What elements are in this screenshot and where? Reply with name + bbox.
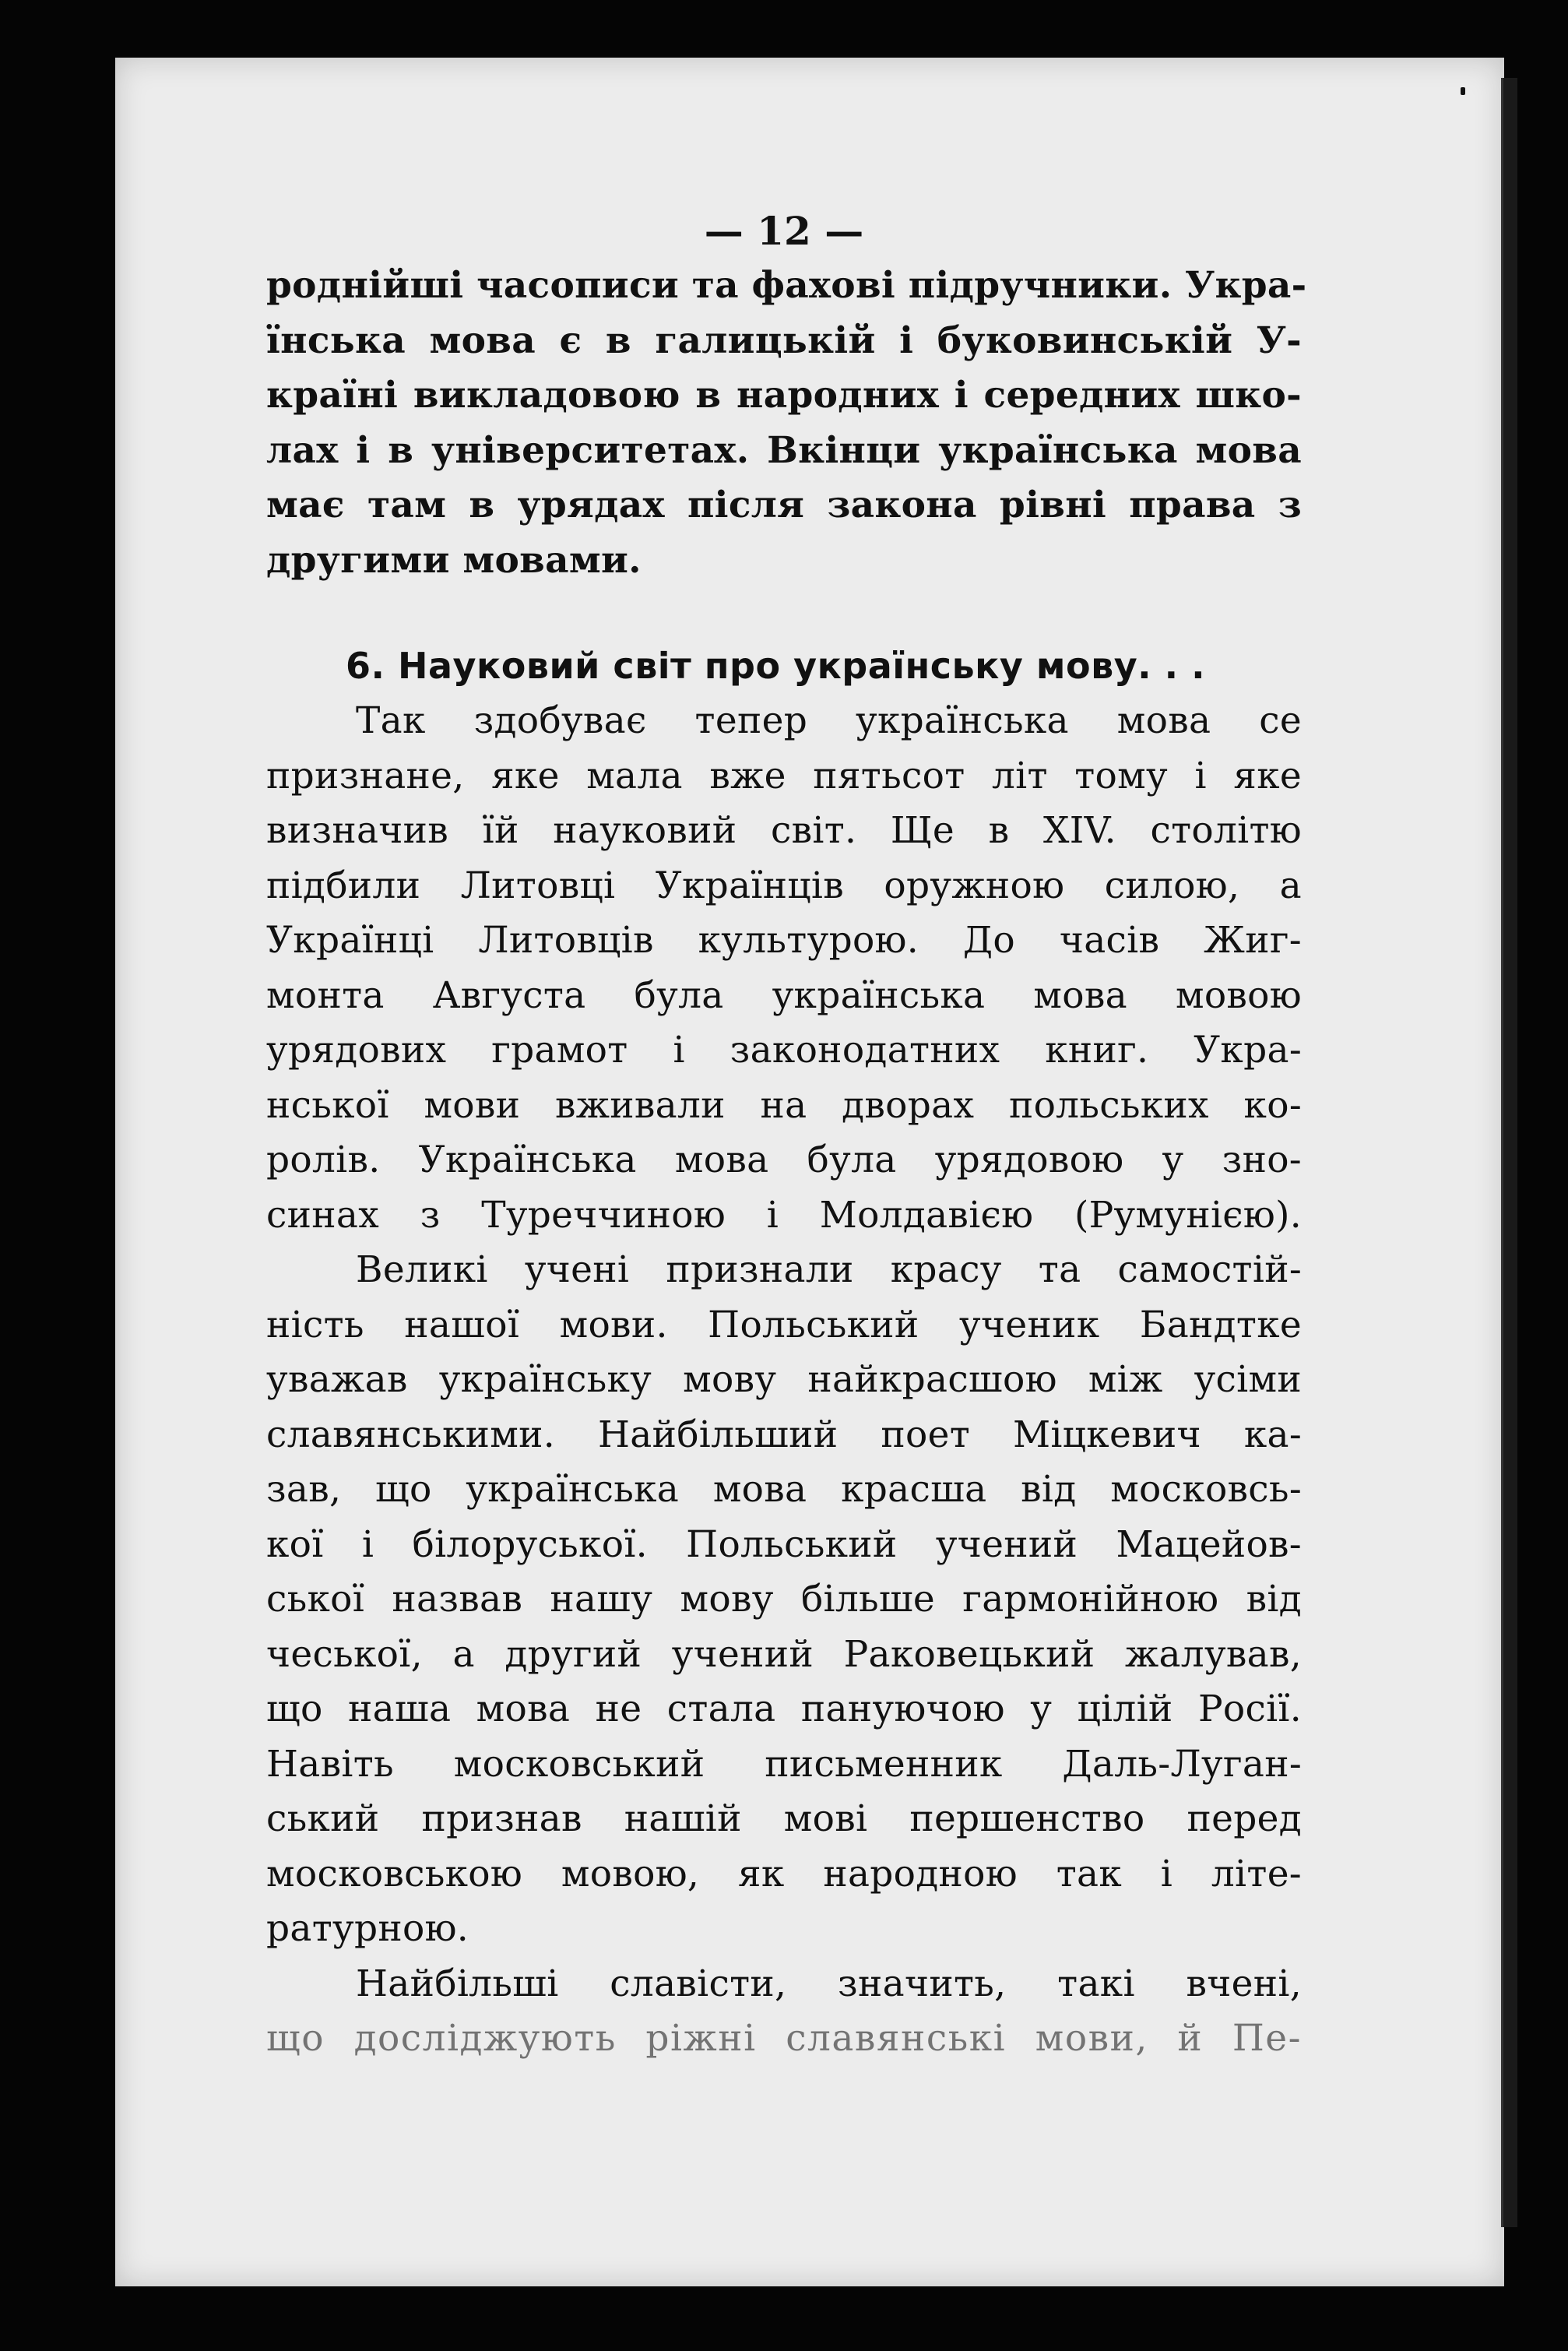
text-line: чеської, а другий учений Раковецький жалував, <box>266 1632 1302 1676</box>
text-line: що досліджують ріжні славянські мови, й Пе- <box>266 2017 1302 2060</box>
text-line: нської мови вживали на дворах польських ко- <box>266 1083 1302 1127</box>
text-line: кої і білоруської. Польський учений Мацейов- <box>266 1522 1302 1566</box>
text-line: уважав українську мову найкрасшою між усіми <box>266 1358 1302 1401</box>
text-line: Найбільші славісти, значить, такі вчені, <box>356 1962 1302 2005</box>
paragraph-3 <box>266 1243 1302 1957</box>
text-line: що наша мова не стала пануючою у цілій Росії. <box>266 1688 1302 1730</box>
text-line: синах з Туреччиною і Молдавією (Румунією). <box>266 1193 1302 1237</box>
text-line: урядових грамот і законодатних книг. Укра- <box>266 1029 1302 1072</box>
text-line: монта Августа була українська мова мовою <box>266 973 1302 1017</box>
page-edge <box>1501 78 1517 2227</box>
text-line: ність нашої мови. Польський ученик Бандтке <box>266 1303 1302 1346</box>
text-line: московською мовою, як народною так і літе- <box>266 1852 1302 1895</box>
text-line: підбили Литовці Українців оружною силою, а <box>266 864 1302 907</box>
text-line: Так здобуває тепер українська мова се <box>356 699 1302 742</box>
text-line: ратурною. <box>266 1907 469 1950</box>
text-line: ський признав нашій мові першенство перед <box>266 1797 1302 1840</box>
paragraph-4 <box>266 1957 1302 2067</box>
text-line: Великі учені признали красу та самостій- <box>356 1248 1302 1291</box>
text-line: Українці Литовців культурою. До часів Жиг- <box>266 919 1302 962</box>
page-text <box>266 204 1307 2067</box>
text-line: визначив їй науковий світ. Ще в XIV. столітю <box>266 809 1302 852</box>
text-line: другими мовами. <box>266 538 642 582</box>
text-line: їнська мова є в галицькій і буковинській У- <box>266 319 1302 362</box>
text-line: признане, яке мала вже пятьсот літ тому і яке <box>266 754 1302 797</box>
text-line: Навіть московський письменник Даль-Луган- <box>266 1742 1302 1786</box>
section-heading: 6. Науковий світ про українську мову. . . <box>346 645 1206 687</box>
text-line: ської назвав нашу мову більше гармонійною від <box>266 1578 1302 1621</box>
text-line: славянськими. Найбільший поет Міцкевич ка- <box>266 1413 1302 1456</box>
text-line: має там в урядах після закона рівні права з <box>266 484 1302 526</box>
text-line: ролів. Українська мова була урядовою у зно- <box>266 1139 1302 1181</box>
dust-mark <box>1461 87 1465 95</box>
paragraph-2 <box>266 694 1302 1243</box>
text-line: лах і в університетах. Вкінци українська мова <box>266 428 1302 472</box>
section-gap <box>266 588 1302 638</box>
text-line: роднійші часописи та фахові підручники. Укра- <box>266 264 1307 307</box>
page-number: — 12 — <box>704 208 864 254</box>
text-line: країні викладовою в народних і середних шко- <box>266 374 1302 417</box>
text-line: зав, що українська мова красша від московсь- <box>266 1468 1302 1511</box>
paragraph-1 <box>266 259 1307 588</box>
